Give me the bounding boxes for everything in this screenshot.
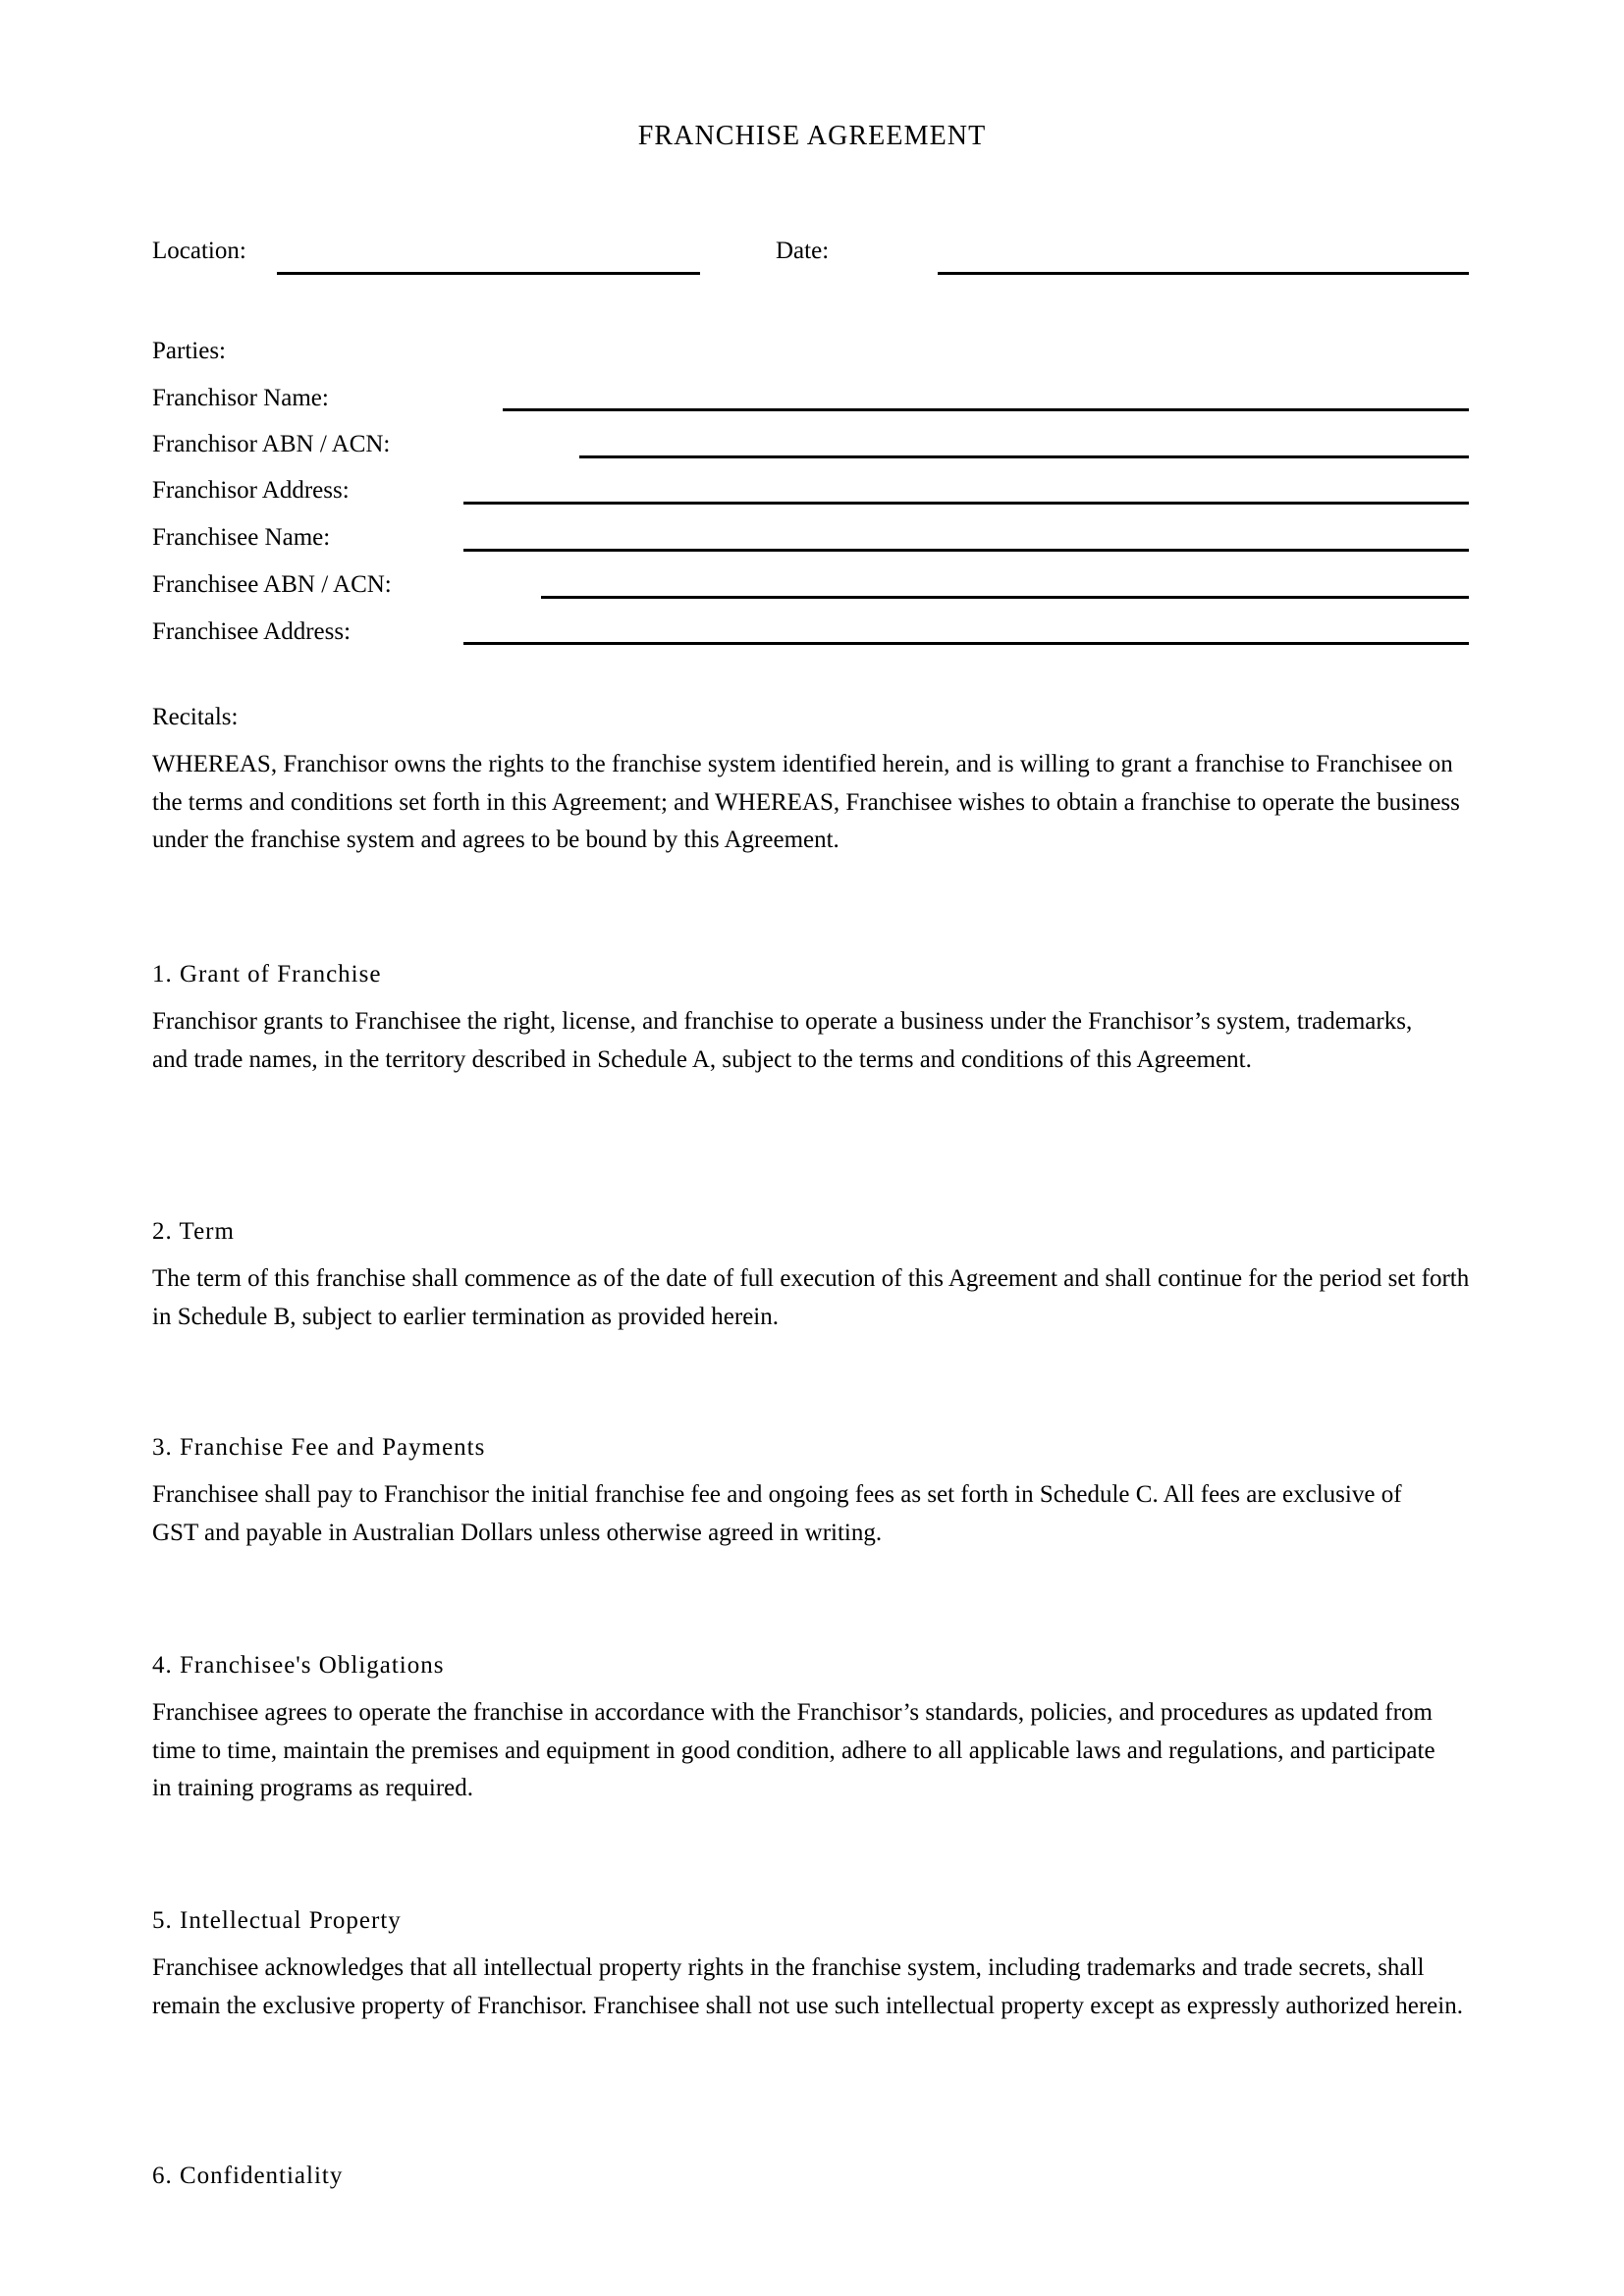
location-label: Location:: [152, 238, 246, 264]
location-input-rule[interactable]: [277, 272, 700, 275]
section-heading-6: 6. Confidentiality: [152, 2163, 344, 2189]
franchisor-name-input-rule[interactable]: [503, 408, 1469, 411]
section-text-2: The term of this franchise shall commence as of the date of full execution of this Agreement and shall continue for the period set forth in Schedule B, subject to earlier termination as provided herein.: [152, 1265, 1470, 1330]
section-heading-5: 5. Intellectual Property: [152, 1907, 402, 1934]
parties-heading: Parties:: [152, 338, 226, 364]
section-heading-2: 2. Term: [152, 1218, 235, 1245]
franchisee-address-label: Franchisee Address:: [152, 618, 352, 645]
section-text-1: Franchisor grants to Franchisee the right, license, and franchise to operate a business under the Franchisor’s system, trademarks, and trade names, in the territory described in Schedule A, subject to the terms and conditions of this Agreement.: [152, 1008, 1413, 1073]
franchisee-abn-acn-label: Franchisee ABN / ACN:: [152, 571, 392, 598]
date-input-rule[interactable]: [938, 272, 1469, 275]
page-title: FRANCHISE AGREEMENT: [637, 121, 987, 151]
section-heading-3: 3. Franchise Fee and Payments: [152, 1434, 486, 1461]
section-heading-4: 4. Franchisee's Obligations: [152, 1652, 445, 1679]
section-text-5: Franchisee acknowledges that all intellectual property rights in the franchise system, including trademarks and trade secrets, shall remain the exclusive property of Franchisor. Franchisee shall not use such intellectual property except as expressly authorized herein.: [152, 1954, 1463, 2019]
section-text-3: Franchisee shall pay to Franchisor the initial franchise fee and ongoing fees as set forth in Schedule C. All fees are exclusive of GST and payable in Australian Dollars unless otherwise agreed in writing.: [152, 1481, 1402, 1546]
section-heading-1: 1. Grant of Franchise: [152, 961, 382, 988]
franchisee-name-label: Franchisee Name:: [152, 524, 331, 551]
franchisee-address-input-rule[interactable]: [463, 642, 1469, 645]
franchisee-abn-acn-input-rule[interactable]: [541, 596, 1469, 599]
franchisor-name-label: Franchisor Name:: [152, 385, 329, 411]
recitals-heading: Recitals:: [152, 704, 239, 730]
franchisor-abn-acn-input-rule[interactable]: [579, 455, 1469, 458]
recitals-text: WHEREAS, Franchisor owns the rights to the franchise system identified herein, and is willing to grant a franchise to Franchisee on the terms and conditions set forth in this Agreement; and WHEREAS, Franchisee wishes to obtain a franchise to operate the business under the franchise system and agrees to be bound by this Agreement.: [152, 751, 1460, 853]
franchisor-address-input-rule[interactable]: [463, 502, 1469, 505]
franchisor-address-label: Franchisor Address:: [152, 477, 350, 504]
date-label: Date:: [776, 238, 830, 264]
franchisor-abn-acn-label: Franchisor ABN / ACN:: [152, 431, 391, 457]
section-text-4: Franchisee agrees to operate the franchise in accordance with the Franchisor’s standards, policies, and procedures as updated from time to time, maintain the premises and equipment in good condition, adhere to all applicable laws and regulations, and participate in training programs as required.: [152, 1699, 1435, 1801]
franchisee-name-input-rule[interactable]: [463, 549, 1469, 552]
